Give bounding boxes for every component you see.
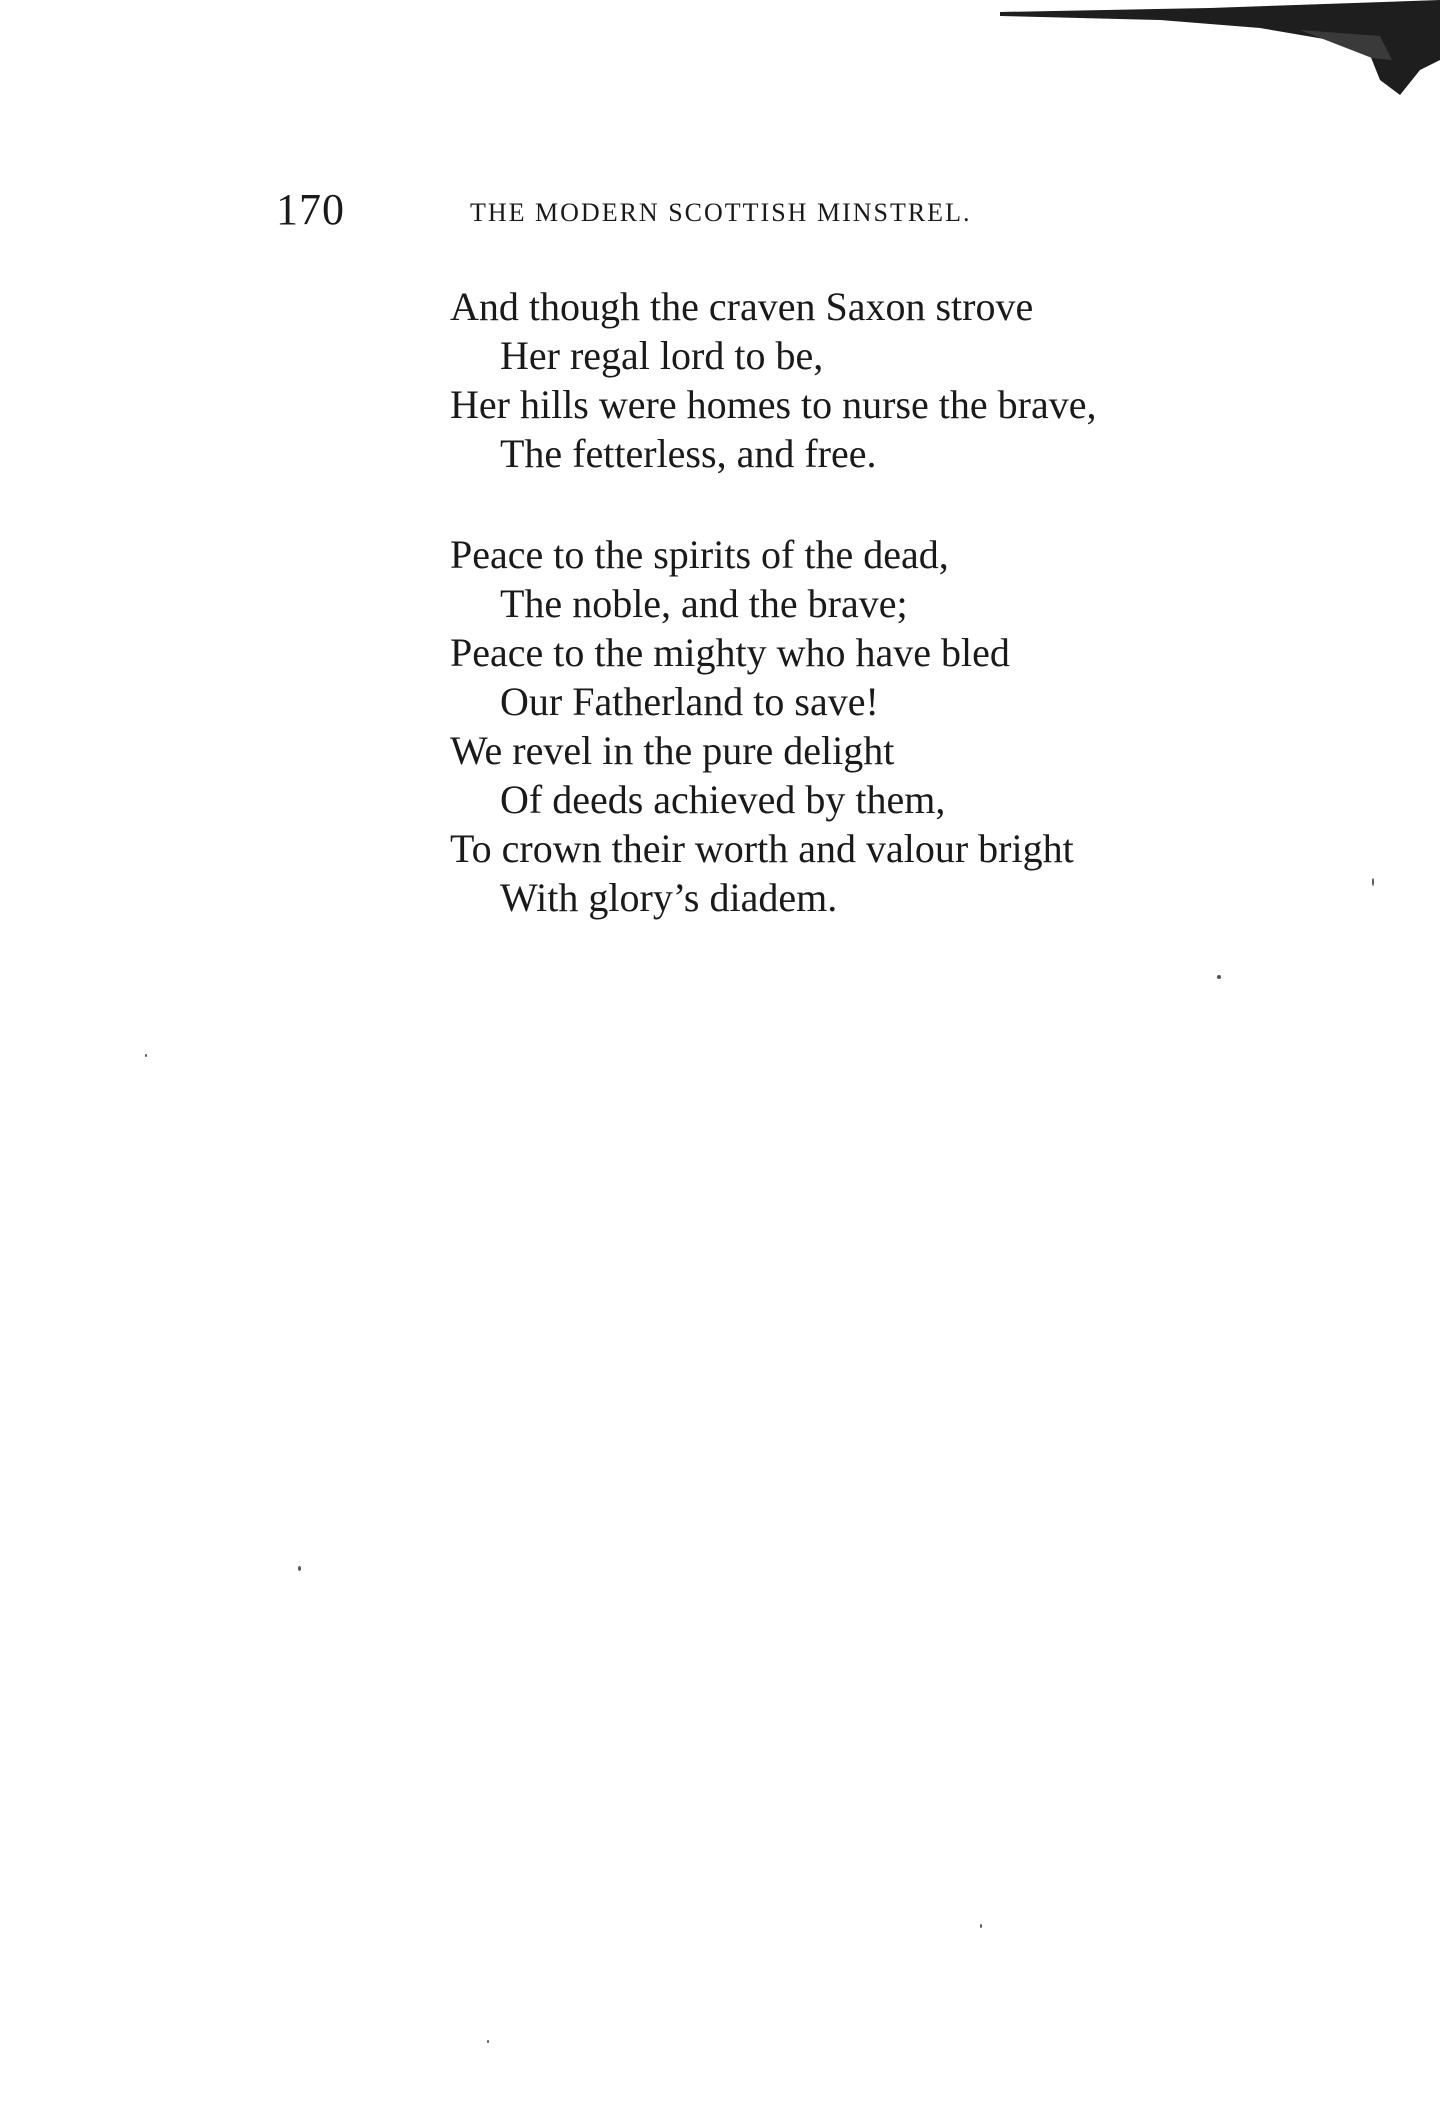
- paper-speck: [980, 1924, 982, 1928]
- poem-line: With glory’s diadem.: [500, 875, 838, 920]
- poem-line: Peace to the mighty who have bled: [450, 630, 1010, 675]
- poem-line: Her regal lord to be,: [500, 333, 824, 378]
- running-head: [0, 180, 1440, 240]
- paper-speck: [487, 2040, 489, 2043]
- poem: [450, 282, 1250, 974]
- poem-line: Our Fatherland to save!: [500, 679, 879, 724]
- poem-line: Of deeds achieved by them,: [500, 777, 946, 822]
- stanza: [450, 530, 1250, 922]
- poem-line: And though the craven Saxon strove: [450, 284, 1034, 329]
- poem-line: Her hills were homes to nurse the brave,: [450, 382, 1097, 427]
- page-number: 170: [276, 185, 345, 234]
- poem-line: Peace to the spirits of the dead,: [450, 532, 949, 577]
- poem-line: We revel in the pure delight: [450, 728, 895, 773]
- scan-edge-smudge: [1000, 0, 1440, 120]
- paper-speck: [145, 1054, 147, 1057]
- poem-line: The noble, and the brave;: [500, 581, 908, 626]
- poem-line: The fetterless, and free.: [500, 431, 877, 476]
- paper-speck: [1217, 975, 1221, 979]
- running-title: THE MODERN SCOTTISH MINSTREL.: [470, 198, 972, 227]
- paper-speck: [298, 1566, 301, 1571]
- poem-line: To crown their worth and valour bright: [450, 826, 1074, 871]
- stanza: [450, 282, 1250, 478]
- paper-speck: [1372, 878, 1374, 886]
